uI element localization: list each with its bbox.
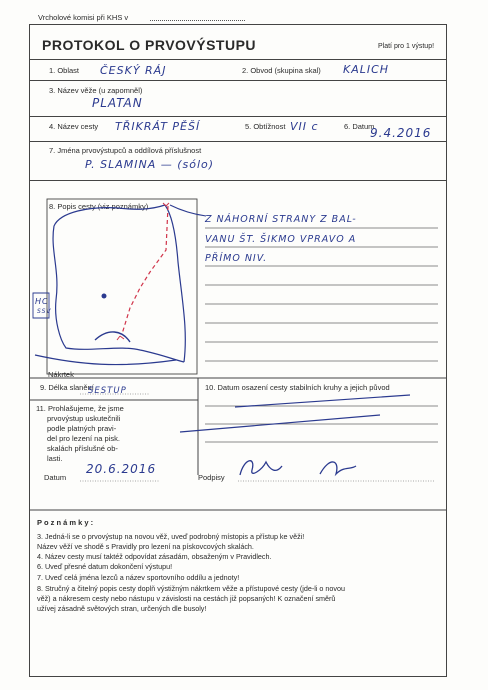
description-line-1: Z NÁHORNÍ STRANY Z BAL- xyxy=(205,214,357,225)
note-line: užívej zásadně světových stran, určených dle busoly! xyxy=(37,604,207,613)
abseil-value: SESTUP xyxy=(88,386,127,396)
note-line: 4. Název cesty musí taktéž odpovídat zásadám, obsaženým v Pravidlech. xyxy=(37,552,272,561)
signature-label: Podpisy xyxy=(198,473,225,482)
tower-label: 3. Název věže (u zapomněl) xyxy=(49,86,143,95)
note-line: 7. Uveď celá jména lezců a název sportovního oddílu a jednoty! xyxy=(37,573,240,582)
difficulty-label: 5. Obtížnost xyxy=(245,122,286,131)
declaration-line-6: lasti. xyxy=(47,454,63,463)
district-label: 2. Obvod (skupina skal) xyxy=(242,66,321,75)
sketch-mark-ssv: SSV xyxy=(37,308,52,315)
district-value: KALICH xyxy=(343,63,390,76)
sketch-mark-hc: HC xyxy=(35,297,49,306)
date-value: 9.4.2016 xyxy=(370,126,432,140)
climbers-value: P. SLAMINA — (sólo) xyxy=(85,158,215,171)
declaration-line-5: skalách příslušné ob- xyxy=(47,444,118,453)
description-label: 8. Popis cesty (viz poznámky) xyxy=(49,202,149,211)
declaration-line-3: podle platných pravi- xyxy=(47,424,117,433)
page-title: PROTOKOL O PRVOVÝSTUPU xyxy=(42,37,257,53)
anchors-label: 10. Datum osazení cesty stabilních kruhy a jejich původ xyxy=(205,383,390,392)
area-value: ČESKÝ RÁJ xyxy=(100,64,167,77)
route-label: 4. Název cesty xyxy=(49,122,99,131)
description-line-3: PŘÍMO NIV. xyxy=(205,253,268,264)
sketch-label: Nákrtek xyxy=(48,370,74,379)
signed-date-value: 20.6.2016 xyxy=(86,462,157,476)
valid-note: Platí pro 1 výstup! xyxy=(378,43,435,50)
note-line: 6. Uveď přesné datum dokončení výstupu! xyxy=(37,562,173,571)
description-line-2: VANU ŠT. ŠIKMO VPRAVO A xyxy=(205,234,357,245)
difficulty-value: VII c xyxy=(290,120,319,133)
note-line: 3. Jedná-li se o prvovýstup na novou věž, uveď podrobný místopis a přístup ke věži! xyxy=(37,532,305,541)
notes-heading: P o z n á m k y : xyxy=(37,518,94,527)
note-line: Název věží ve shodě s Pravidly pro lezení na pískovcových skalách. xyxy=(37,542,254,551)
tower-value: PLATAN xyxy=(92,96,143,110)
abseil-label: 9. Délka slanění xyxy=(40,383,94,392)
signed-date-label: Datum xyxy=(44,473,67,482)
note-line: věž) a nákresem cesty nebo nástupu v závislosti na cestách již popsaných! K označení směrů xyxy=(37,594,336,603)
date-label: 6. Datum xyxy=(344,122,375,131)
declaration-line-4: del pro lezení na pisk. xyxy=(47,434,120,443)
declaration-line-2: prvovýstup uskutečnili xyxy=(47,414,121,423)
note-line: 8. Stručný a čitelný popis cesty doplň výstižným nákrtkem věže a přístupové cesty (jde-li o novou xyxy=(37,584,346,593)
declaration-line-1: 11. Prohlašujeme, že jsme xyxy=(36,404,124,413)
climbers-label: 7. Jména prvovýstupců a oddílová příslušnost xyxy=(49,146,202,155)
route-value: TŘIKRÁT PĚŠÍ xyxy=(115,120,201,133)
commission-label: Vrcholové komisi při KHS v xyxy=(38,13,129,22)
area-label: 1. Oblast xyxy=(49,66,80,75)
